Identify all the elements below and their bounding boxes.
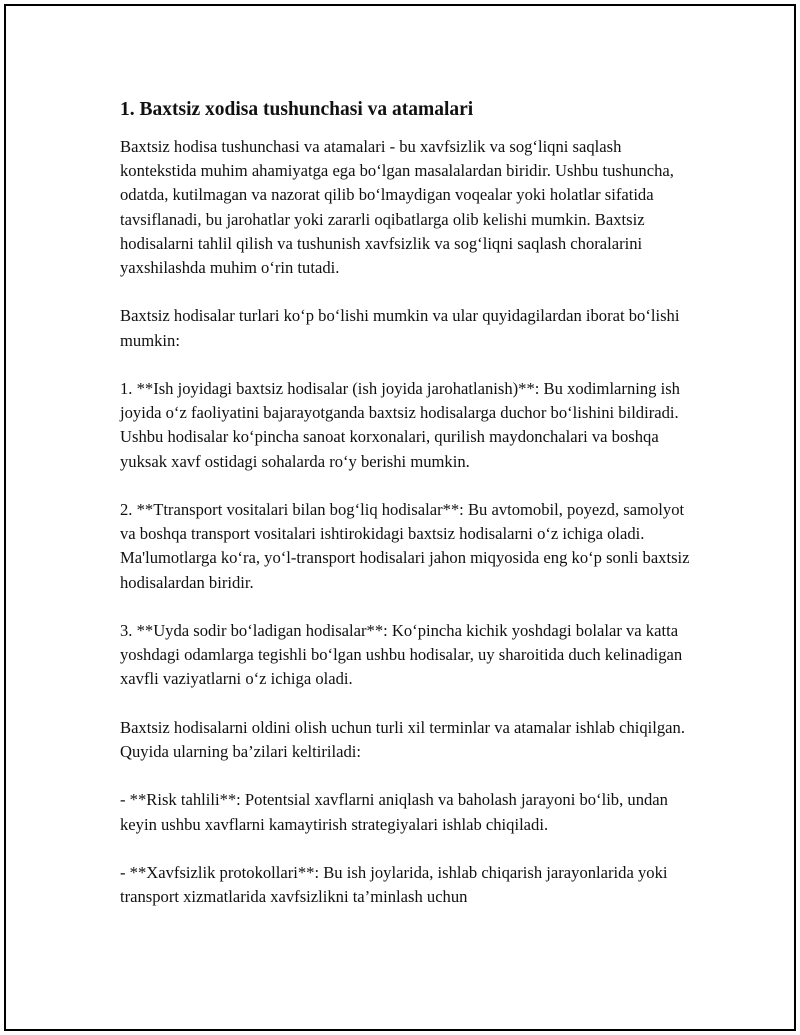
document-body <box>120 98 690 909</box>
list-item-safety-protocols: - **Xavfsizlik protokollari**: Bu ish joylarida, ishlab chiqarish jarayonlarida yoki transport xizmatlarida xavfsizlikni ta’minlash uchun <box>120 862 668 907</box>
list-item-home-accidents: 3. **Uyda sodir bo‘ladigan hodisalar**: Ko‘pincha kichik yoshdagi bolalar va katta yoshdagi odamlarga tegishli bo‘lgan ushbu hodisalar, uy sharoitida duch kelinadigan xavfli vaziyatlarni o‘z ichiga oladi. <box>120 621 683 689</box>
list-item-risk-analysis: - **Risk tahlili**: Potentsial xavflarni aniqlash va baholash jarayoni bo‘lib, undan keyin ushbu xavflarni kamaytirish strategiyalari ishlab chiqiladi. <box>120 790 668 834</box>
paragraph-intro: Baxtsiz hodisa tushunchasi va atamalari - bu xavfsizlik va sog‘liqni saqlash kontekstida muhim ahamiyatga ega bo‘lgan masalalardan biridir. Ushbu tushuncha, odatda, kutilmagan va nazorat qilib bo‘lmaydigan voqealar yoki holatlar sifatida tavsiflanadi, bu jarohatlar yoki zararli oqibatlarga olib kelishi mumkin. Baxtsiz hodisalarni tahlil qilish va tushunish xavfsizlik va sog‘liqni saqlash choralarini yaxshilashda muhim o‘rin tutadi. <box>120 137 674 278</box>
paragraph-types-intro: Baxtsiz hodisalar turlari ko‘p bo‘lishi mumkin va ular quyidagilardan iborat bo‘lishi mumkin: <box>120 306 680 350</box>
paragraph-terms-intro: Baxtsiz hodisalarni oldini olish uchun turli xil terminlar va atamalar ishlab chiqilgan. Quyida ularning ba’zilari keltiriladi: <box>120 717 685 761</box>
page-border <box>4 4 796 1031</box>
document-title: 1. Baxtsiz xodisa tushunchasi va atamalari <box>120 99 474 120</box>
list-item-workplace-accidents: 1. **Ish joyidagi baxtsiz hodisalar (ish joyida jarohatlanish)**: Bu xodimlarning ish joyida o‘z faoliyatini bajarayotganda baxtsiz hodisalarga duchor bo‘lishini bildiradi. Ushbu hodisalar ko‘pincha sanoat korxonalari, qurilish maydonchalari va boshqa yuksak xavf ostidagi sohalarda ro‘y berishi mumkin. <box>120 379 680 471</box>
list-item-transport-accidents: 2. **Ttransport vositalari bilan bog‘liq hodisalar**: Bu avtomobil, poyezd, samolyot va boshqa transport vositalari ishtirokidagi baxtsiz hodisalarni o‘z ichiga oladi. Ma'lumotlarga ko‘ra, yo‘l-transport hodisalari jahon miqyosida eng ko‘p sonli baxtsiz hodisalardan biridir. <box>120 500 690 592</box>
